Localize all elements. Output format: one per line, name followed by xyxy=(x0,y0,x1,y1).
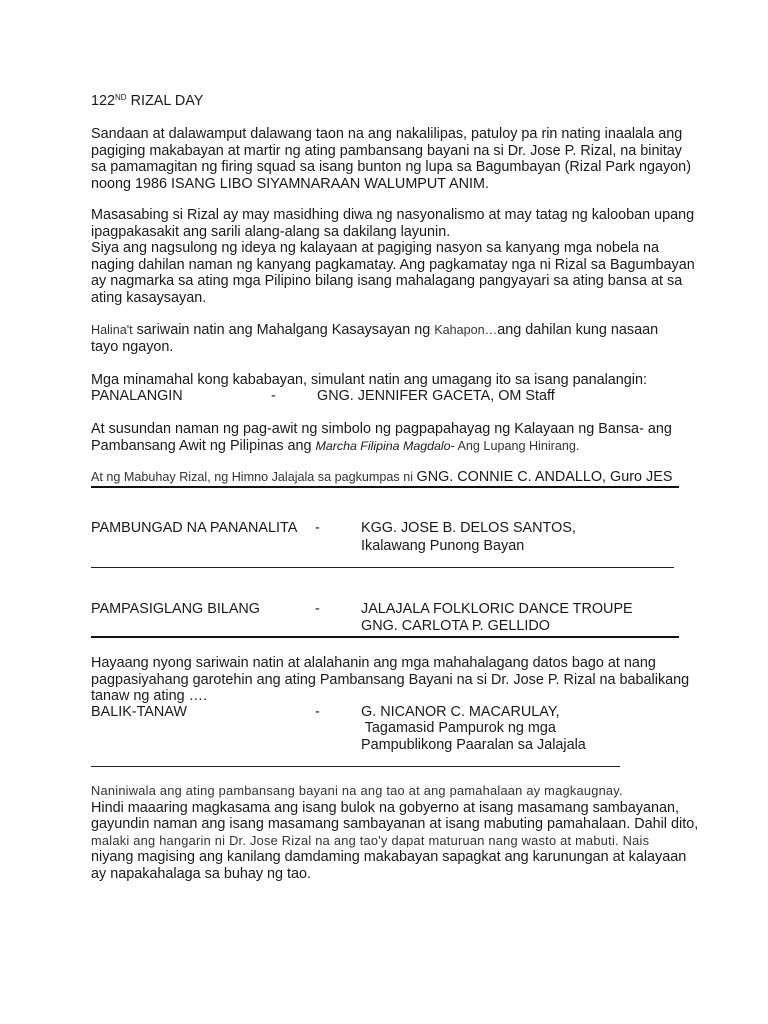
anthem-paragraph xyxy=(91,421,672,454)
program-label: PAMPASIGLANG BILANG xyxy=(91,601,261,617)
text-line: pagiging makabayan at martir ng ating pambansang bayani na si Dr. Jose P. Rizal, na binitay xyxy=(91,142,682,159)
closing-paragraph xyxy=(91,783,698,883)
page-title: 122ND RIZAL DAY xyxy=(91,93,204,109)
text-line: tanaw ng ating …. xyxy=(91,688,207,705)
text-line: pagpasiyahang garotehin ang ating Pambansang Bayani na si Dr. Jose P. Rizal na babalikang xyxy=(91,671,690,688)
program-person: G. NICANOR C. MACARULAY, xyxy=(361,704,560,720)
text-line: Masasabing si Rizal ay may masidhing diwa ng nasyonalismo at may tatag ng kalooban upang xyxy=(91,207,695,223)
text-line: At susundan naman ng pag-awit ng simbolo ng pagpapahayag ng Kalayaan ng Bansa- ang xyxy=(91,421,672,437)
separator-dash: - xyxy=(315,601,320,617)
hymn-line: At ng Mabuhay Rizal, ng Himno Jalajala sa pagkumpas ni GNG. CONNIE C. ANDALLO, Guro JES xyxy=(91,469,673,485)
text-line: ipagpakasakit ang sarili alang-alang sa dakilang layunin. xyxy=(91,223,451,240)
text-line: noong 1986 ISANG LIBO SIYAMNARAAN WALUMPUT ANIM. xyxy=(91,175,490,192)
text-line: Pambansang Awit ng Pilipinas ang Marcha Filipina Magdalo- Ang Lupang Hinirang. xyxy=(91,437,580,454)
prayer-intro-line: Mga minamahal kong kababayan, simulant natin ang umagang ito sa isang panalangin: xyxy=(91,372,648,388)
text-line: malaki ang hangarin ni Dr. Jose Rizal na ang tao'y dapat maturuan nang wasto at mabuti. Nais xyxy=(91,832,650,848)
separator-dash: - xyxy=(315,520,320,536)
text-line: sa pamamagitan ng firing squad sa isang bunton ng lupa sa Bagumbayan (Rizal Park ngayon) xyxy=(91,159,691,176)
text-line: Sandaan at dalawamput dalawang taon na ang nakalilipas, patuloy pa rin nating inaalala ang xyxy=(91,126,683,142)
program-label: PANALANGIN xyxy=(91,388,183,404)
separator-dash: - xyxy=(271,388,276,404)
remembrance-paragraph xyxy=(91,322,658,355)
text-line: Halina't sariwain natin ang Mahalgang Kasaysayan ng Kahapon…ang dahilan kung nasaan xyxy=(91,322,659,338)
nationalism-paragraph xyxy=(91,207,695,307)
person-title: Pampublikong Paaralan sa Jalajala xyxy=(361,737,586,753)
history-paragraph xyxy=(91,655,689,705)
underscore-divider xyxy=(91,766,620,767)
text-line: Siya ang nagsulong ng ideya ng kalayaan at pagiging nasyon sa kanyang mga nobela na xyxy=(91,240,660,257)
text-line: niyang magising ang kanilang damdaming makabayan sapagkat ang karunungan at kalayaan xyxy=(91,849,687,866)
program-person: JALAJALA FOLKLORIC DANCE TROUPE xyxy=(361,601,633,617)
text-line: ay napakahalaga sa buhay ng tao. xyxy=(91,865,312,882)
underscore-divider xyxy=(91,567,674,568)
person-title: Ikalawang Punong Bayan xyxy=(361,538,525,554)
program-person: KGG. JOSE B. DELOS SANTOS, xyxy=(361,520,576,536)
section-divider xyxy=(91,636,679,638)
separator-dash: - xyxy=(315,704,320,720)
text-line: tayo ngayon. xyxy=(91,338,174,355)
text-line: ay nagmarka sa ating mga Pilipino bilang isang mahalagang pangyayari sa ating bansa at sa xyxy=(91,273,683,290)
text-line: ating kasaysayan. xyxy=(91,289,207,306)
text-line: naging dahilan naman ng kanyang pagkamatay. Ang pagkamatay nga ni Rizal sa Bagumbayan xyxy=(91,256,695,273)
program-label: BALIK-TANAW xyxy=(91,704,187,720)
text-line: Hindi maaaring magkasama ang isang bulok na gobyerno at isang masamang sambayanan, xyxy=(91,799,679,816)
person-title: Tagamasid Pampurok ng mga xyxy=(361,720,556,736)
text-line: gayundin naman ang isang masamang sambayanan at isang mabuting pamahalaan. Dahil dito, xyxy=(91,816,699,833)
text-line: Naniniwala ang ating pambansang bayani na ang tao at ang pamahalaan ay magkaugnay. xyxy=(91,783,623,798)
program-person: GNG. JENNIFER GACETA, OM Staff xyxy=(317,388,555,404)
section-divider xyxy=(91,486,679,488)
text-line: Hayaang nyong sariwain natin at alalahanin ang mga mahahalagang datos bago at nang xyxy=(91,655,656,671)
intro-paragraph xyxy=(91,126,691,192)
program-person: GNG. CARLOTA P. GELLIDO xyxy=(361,618,551,634)
program-label: PAMBUNGAD NA PANANALITA xyxy=(91,520,298,536)
